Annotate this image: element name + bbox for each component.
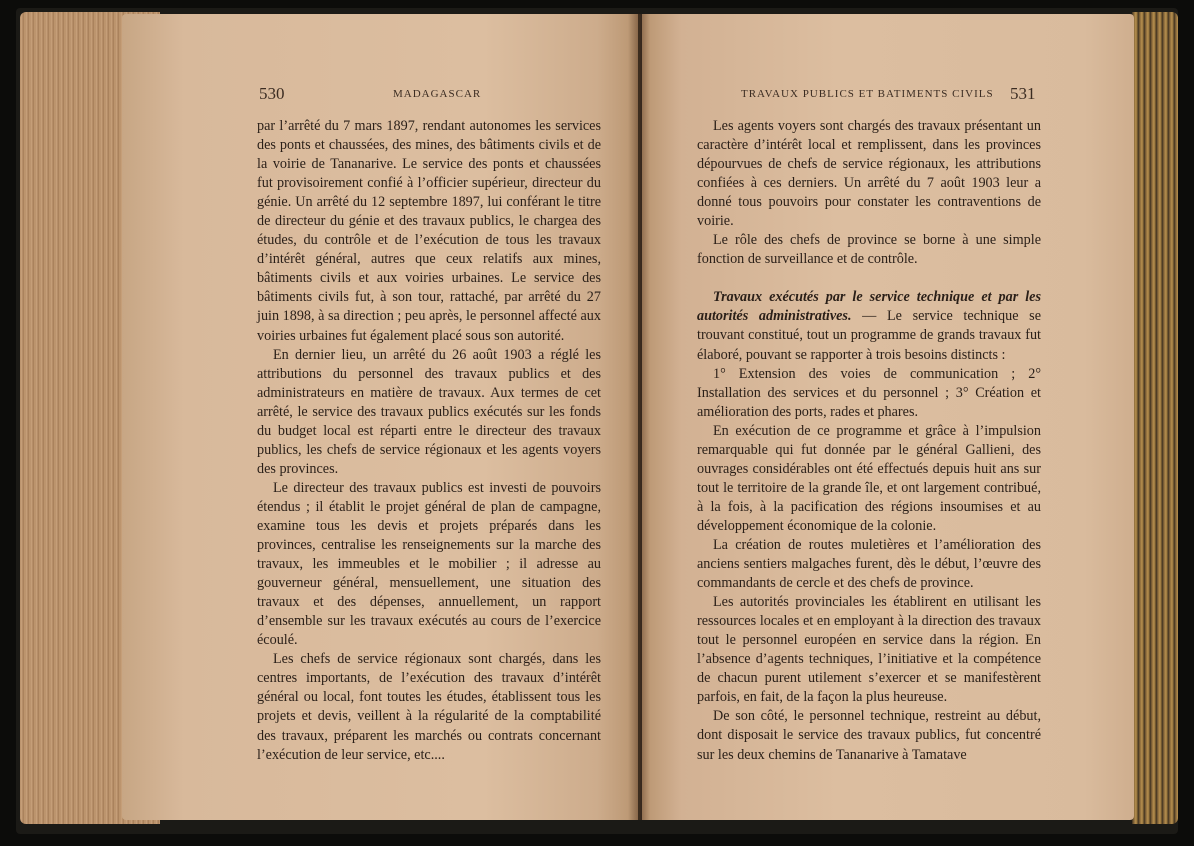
section-text: — Le service technique se trouvant constitué, tout un programme de grands travaux fut élaboré, pouvant se rapporter à trois besoins distincts : — [697, 308, 1041, 363]
paragraph: En dernier lieu, un arrêté du 26 août 1903 a réglé les attributions du personnel des travaux publics et des administrateurs en matière de travaux. Aux termes de cet arrêté, le service des travaux publics exécutés sur les fonds du budget local est réparti entre le directeur des travaux publics, les chefs de service régionaux et les agents voyers des provinces. — [257, 346, 601, 477]
paragraph: Les agents voyers sont chargés des travaux présentant un caractère d’intérêt local et remplissent, dans les provinces dépourvues de chefs de service régionaux, les attributions confiées à ces derniers. Un arrêté du 7 août 1903 leur a donné tous pouvoirs pour constater les contraventions de voirie. — [697, 118, 1041, 230]
paragraph: par l’arrêté du 7 mars 1897, rendant autonomes les services des ponts et chaussées, des mines, des bâtiments civils et de la voirie de Tananarive. Le service des ponts et chaussées fut provisoirement confié à l’officier supérieur, directeur du génie. Un arrêté du 12 septembre 1897, lui conférant le titre de directeur du génie et des travaux publics, le chargea des études, du contrôle et de l’exécution de tous les travaux d’intérêt général, autres que ceux relatifs aux mines, bâtiments civils et aux voiries urbaines. Le service des bâtiments civils fut, à son tour, rattaché, par arrêté du 27 juin 1898, à sa direction ; peu après, le personnel affecté aux voiries urbaines fut également placé sous son autorité. — [257, 118, 601, 344]
paragraph: De son côté, le personnel technique, restreint au début, dont disposait le service des travaux publics, fut concentré sur les deux chemins de Tananarive à Tamatave — [697, 708, 1041, 763]
section-heading: Travaux exécutés par le service technique et par les autorités administratives. — [697, 289, 1041, 325]
right-page-text — [697, 117, 1041, 765]
paragraph: Le rôle des chefs de province se borne à une simple fonction de surveillance et de contrôle. — [697, 232, 1041, 268]
section-paragraph — [697, 288, 1041, 364]
left-page-number: 530 — [259, 84, 285, 103]
left-running-header: MADAGASCAR — [393, 88, 482, 100]
left-page-text — [257, 117, 601, 765]
right-page-number: 531 — [1010, 84, 1036, 103]
paragraph: Les chefs de service régionaux sont chargés, dans les centres importants, de l’exécution des travaux d’intérêt général ou local, font toutes les études, établissent tous les projets et devis, veillent à la régularité de la comptabilité des travaux, préparent les marchés ou contrats concernant l’exécution de leur service, etc.... — [257, 651, 601, 763]
paragraph: En exécution de ce programme et grâce à l’impulsion remarquable qui fut donnée par le général Gallieni, des ouvrages considérables ont été effectués depuis huit ans sur tout le territoire de la grande île, et ont largement contribué, à la fois, à la pacification des régions insoumises et au développement économique de la colonie. — [697, 422, 1041, 534]
book-gutter — [628, 14, 650, 820]
right-page-edges — [1132, 12, 1178, 824]
right-running-header: TRAVAUX PUBLICS ET BATIMENTS CIVILS — [741, 88, 994, 100]
paragraph: Le directeur des travaux publics est investi de pouvoirs étendus ; il établit le projet général de plan de campagne, examine tous les devis et projets préparés dans les provinces, centralise les renseignements sur la marche des travaux, les immeubles et le mobilier ; il adresse au gouverneur général, mensuellement, une situation des travaux et des dépenses, annuellement, un rapport d’ensemble sur les travaux exécutés au cours de l’exercice écoulé. — [257, 479, 601, 649]
paragraph: 1° Extension des voies de communication ; 2° Installation des services et du personnel ; 3° Création et amélioration des ports, rades et phares. — [697, 365, 1041, 420]
paragraph: La création de routes muletières et l’amélioration des anciens sentiers malgaches furent, dès le début, l’œuvre des commandants de cercle et des chefs de province. — [697, 536, 1041, 592]
paragraph: Les autorités provinciales les établirent en utilisant les ressources locales et en employant à la direction des travaux tout le personnel européen en service dans la région. En l’absence d’agents techniques, l’initiative et la compétence de chacun purent utilement s’exercer et se manifestèrent parfois, en fait, de la façon la plus heureuse. — [697, 594, 1041, 706]
